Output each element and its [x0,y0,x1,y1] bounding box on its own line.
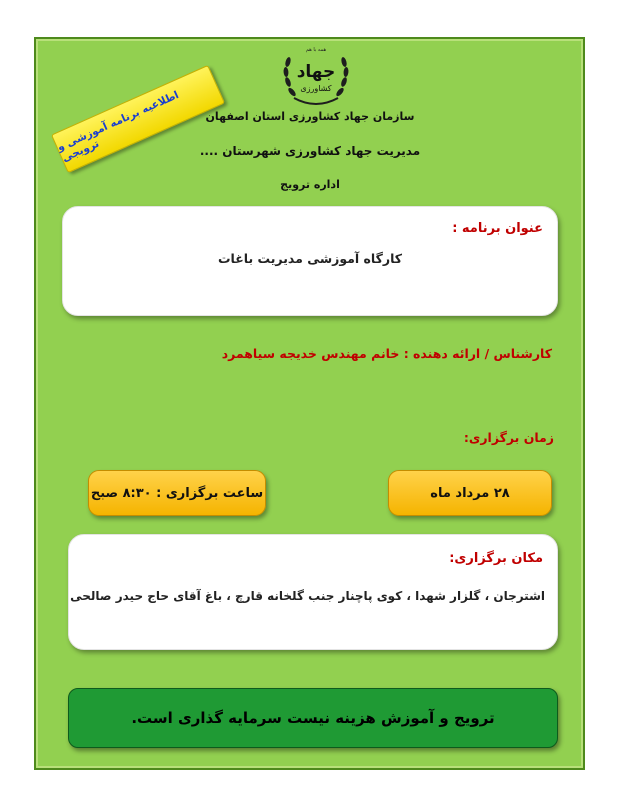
time-value: ساعت برگزاری : ۸:۳۰ صبح [90,485,264,501]
presenter-text: کارشناس / ارائه دهنده : خانم مهندس خدیجه سیاهمرد [221,346,552,361]
program-card [62,206,558,316]
venue-card [68,534,558,650]
organization-name: سازمان جهاد کشاورزی استان اصفهان [205,110,415,123]
footer-slogan: ترویج و آموزش هزینه نیست سرمایه گذاری است. [131,709,495,727]
schedule-label: زمان برگزاری: [463,430,554,445]
office-name: اداره ترویج [280,178,340,191]
footer-banner [68,688,558,748]
program-label: عنوان برنامه : [452,221,543,236]
venue-address: اشترجان ، گلزار شهدا ، کوی پاچنار جنب گلخانه قارچ ، باغ آقای حاج حیدر صالحی [70,589,545,603]
date-value: ۲۸ مرداد ماه [430,485,510,501]
venue-label: مکان برگزاری: [449,551,543,566]
time-pill [88,470,266,516]
logo-motto: همه با هم [305,47,327,53]
jihad-agriculture-logo-icon [278,42,354,112]
date-pill [388,470,552,516]
ribbon-text: اطلاعیه برنامه آموزشی و ترویجی [55,89,181,165]
logo-name-line2: کشاورزی [300,84,332,93]
program-title: کارگاه آموزشی مدیریت باغات [217,251,403,266]
logo-name-line1: جهاد [296,62,336,82]
management-name: مدیریت جهاد کشاورزی شهرستان .... [199,144,421,158]
